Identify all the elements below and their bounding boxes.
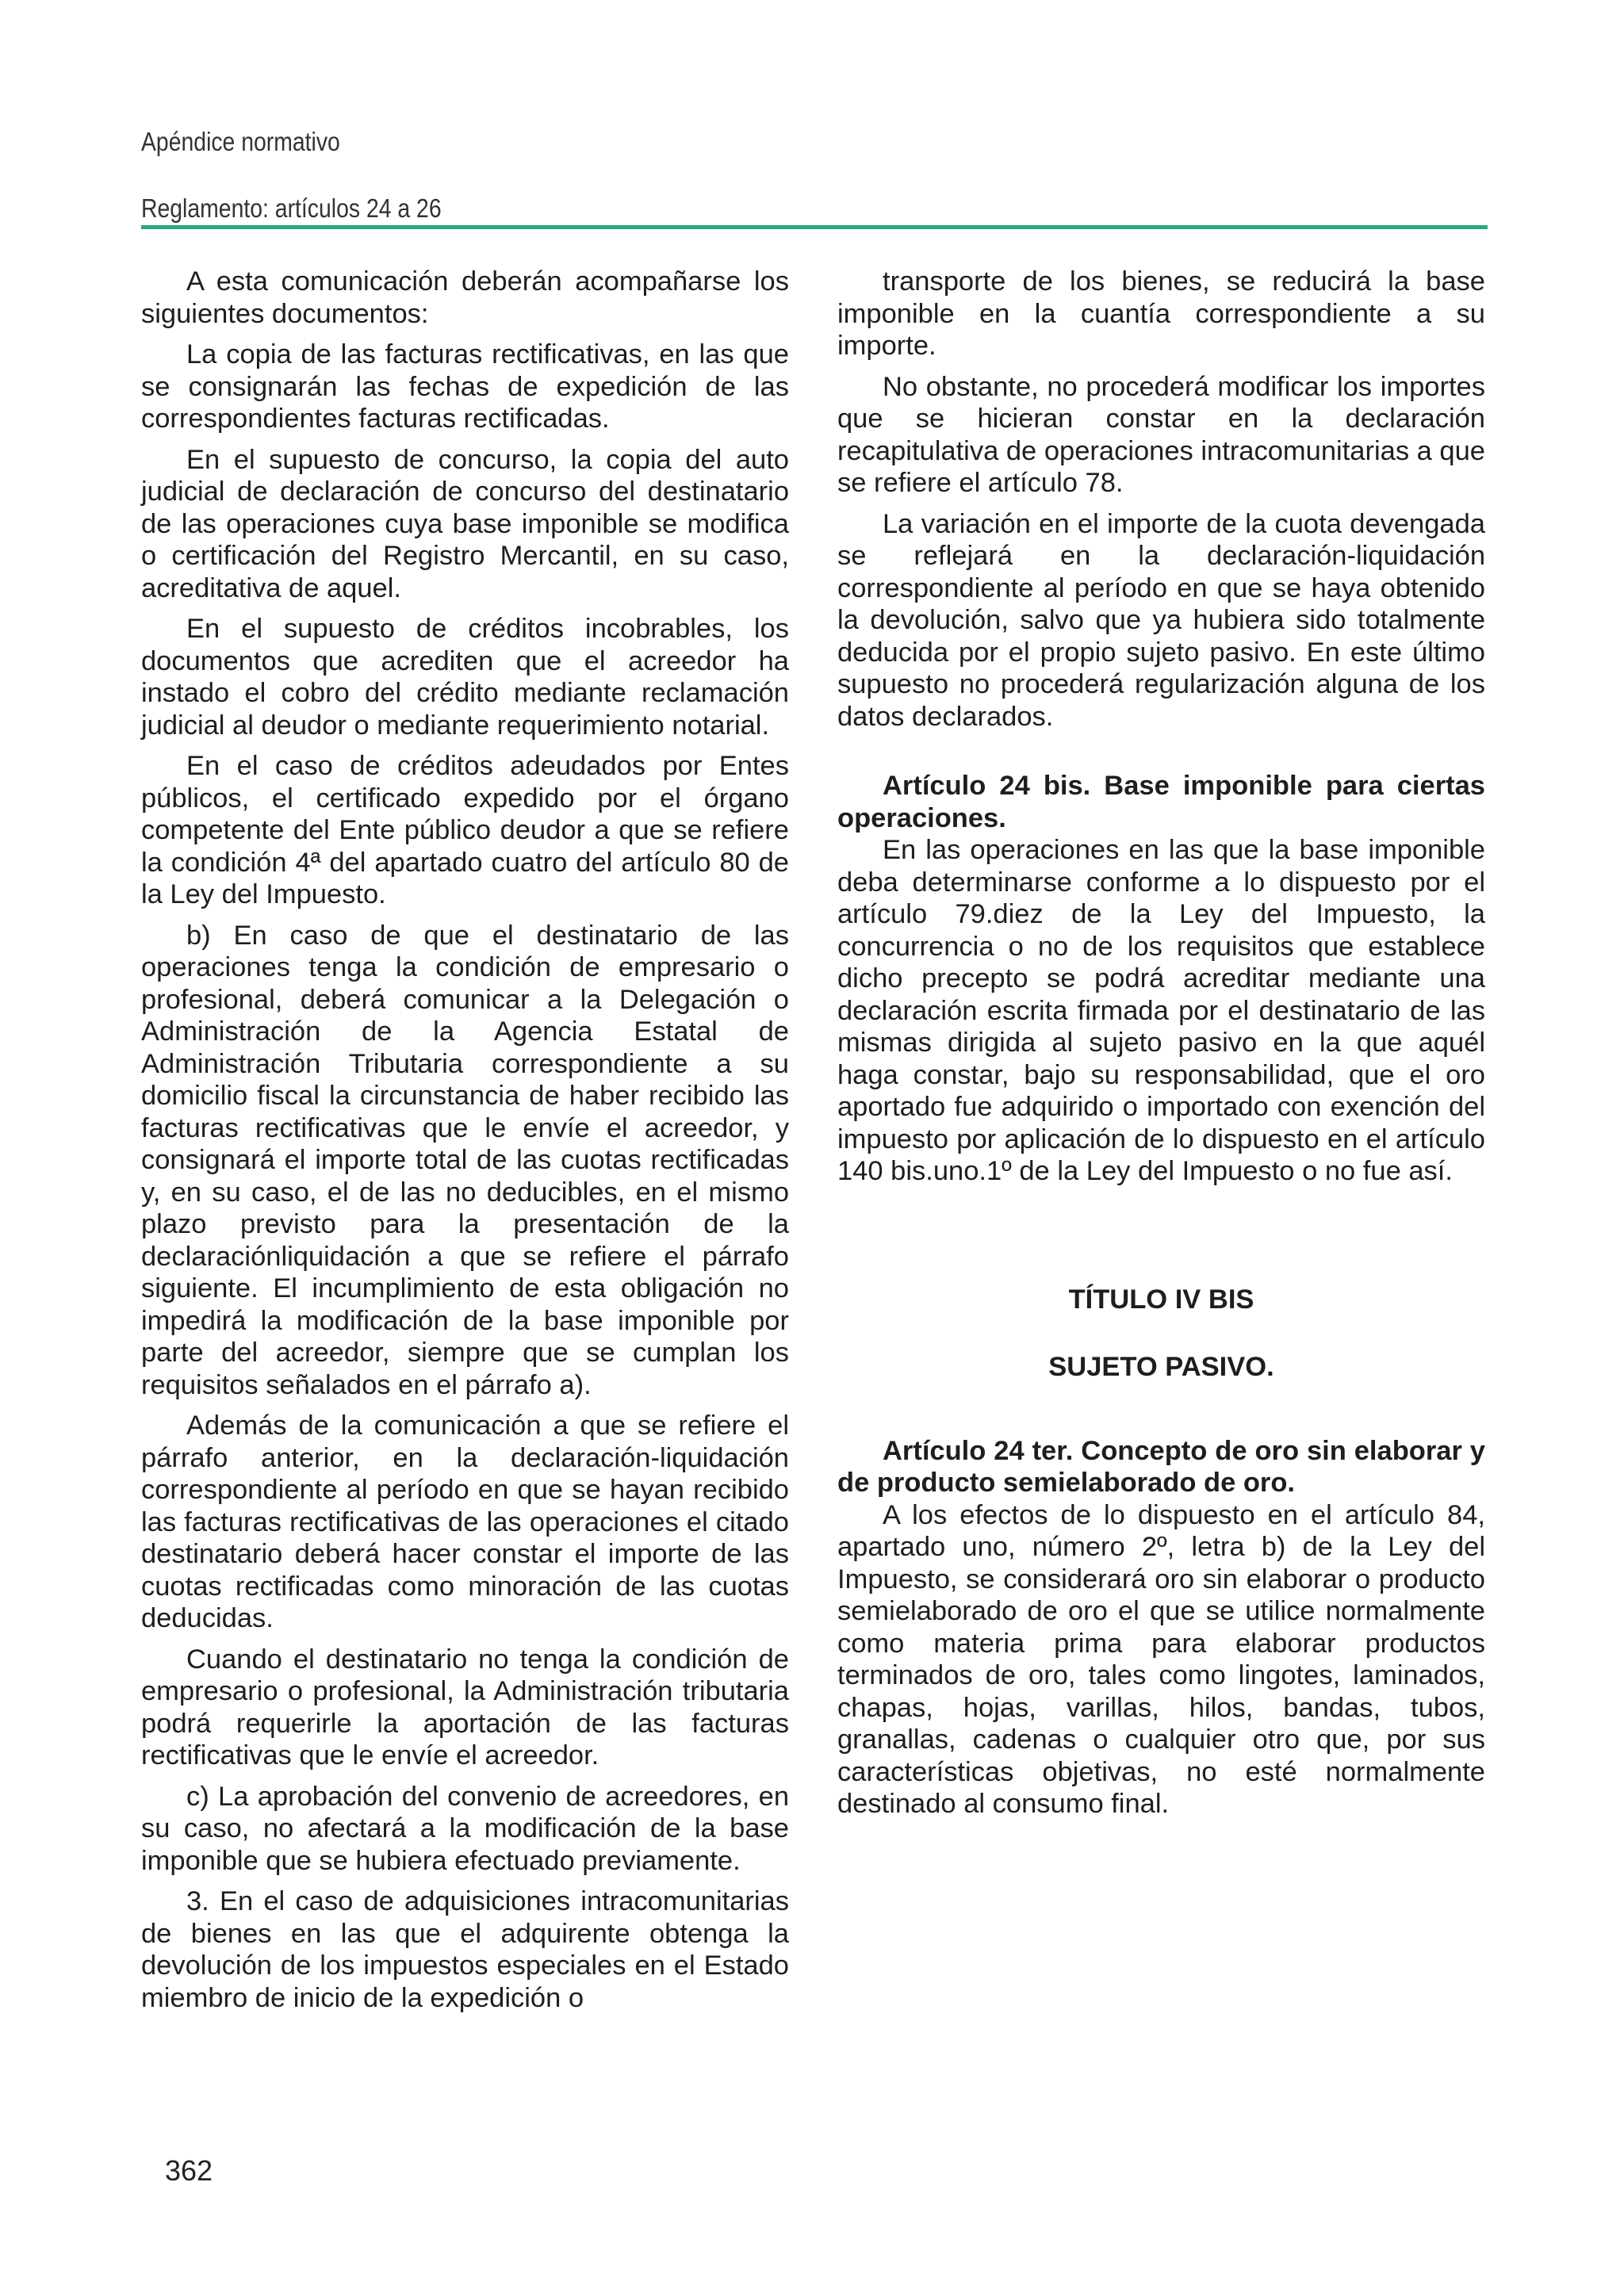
paragraph: En las operaciones en las que la base imponible deba determinarse conforme a lo dispuesto por el artículo 79.diez de la Ley del Impuesto, la concurrencia o no de los requisitos que establece dicho precepto se podrá acreditar mediante una declaración escrita firmada por el destinatario de las mismas dirigida al sujeto pasivo en la que aquél haga constar, bajo su responsabilidad, que el oro aportado fue adquirido o importado con exención del impuesto por aplicación de lo dispuesto en el artículo 140 bis.uno.1º de la Ley del Impuesto o no fue así. — [837, 835, 1485, 1186]
page-number: 362 — [165, 2154, 213, 2187]
left-column — [141, 266, 789, 2023]
paragraph: Cuando el destinatario no tenga la condición de empresario o profesional, la Administración tributaria podrá requerirle la aportación de las facturas rectificativas que le envíe el acreedor. — [141, 1644, 789, 1770]
paragraph: A esta comunicación deberán acompañarse los siguientes documentos: — [141, 266, 789, 329]
paragraph: La copia de las facturas rectificativas, en las que se consignarán las fechas de expedición de las correspondientes facturas rectificadas. — [141, 339, 789, 434]
paragraph: c) La aprobación del convenio de acreedores, en su caso, no afectará a la modificación de la base imponible que se hubiera efectuado previamente. — [141, 1781, 789, 1876]
header-subsection: Reglamento: artículos 24 a 26 — [141, 193, 442, 223]
title-subheading: SUJETO PASIVO. — [1048, 1352, 1274, 1382]
paragraph: transporte de los bienes, se reducirá la base imponible en la cuantía correspondiente a su importe. — [837, 266, 1485, 361]
running-header — [141, 128, 1300, 224]
paragraph: En el caso de créditos adeudados por Entes públicos, el certificado expedido por el órgano competente del Ente público deudor a que se refiere la condición 4ª del apartado cuatro del artículo 80 de la Ley del Impuesto. — [141, 751, 789, 909]
header-rule — [141, 225, 1488, 229]
paragraph: A los efectos de lo dispuesto en el artículo 84, apartado uno, número 2º, letra b) de la Ley del Impuesto, se considerará oro sin elaborar o producto semielaborado de oro el que se utilice normalmente como materia prima para elaborar productos terminados de oro, tales como lingotes, laminados, chapas, hojas, varillas, hilos, bandas, tubos, granallas, cadenas o cualquier otro que, por sus características objetivas, no esté normalmente destinado al consumo final. — [837, 1499, 1485, 1819]
article-24-bis-heading: Artículo 24 bis. Base imponible para ciertas operaciones. — [837, 771, 1485, 833]
right-column — [837, 266, 1485, 1829]
paragraph: Además de la comunicación a que se refiere el párrafo anterior, en la declaración-liquidación correspondiente al período en que se hayan recibido las facturas rectificativas de las operaciones el citado destinatario deberá hacer constar el importe de las cuotas rectificadas como minoración de las cuotas deducidas. — [141, 1411, 789, 1633]
header-section: Apéndice normativo — [141, 127, 340, 156]
paragraph: 3. En el caso de adquisiciones intracomunitarias de bienes en las que el adquirente obtenga la devolución de los impuestos especiales en el Estado miembro de inicio de la expedición o — [141, 1886, 789, 2013]
paragraph: b) En caso de que el destinatario de las operaciones tenga la condición de empresario o profesional, deberá comunicar a la Delegación o Administración de la Agencia Estatal de Administración Tributaria correspondiente a su domicilio fiscal la circunstancia de haber recibido las facturas rectificativas que le envíe el acreedor, y consignará el importe total de las cuotas rectificadas y, en su caso, el de las no deducibles, en el mismo plazo previsto para la presentación de la declaraciónliquidación a que se refiere el párrafo siguiente. El incumplimiento de esta obligación no impedirá la modificación de la base imponible por parte del acreedor, siempre que se cumplan los requisitos señalados en el párrafo a). — [141, 920, 789, 1400]
paragraph: No obstante, no procederá modificar los importes que se hicieran constar en la declaración recapitulativa de operaciones intracomunitarias a que se refiere el artículo 78. — [837, 371, 1485, 498]
paragraph: En el supuesto de créditos incobrables, los documentos que acrediten que el acreedor ha instado el cobro del crédito mediante reclamación judicial al deudor o mediante requerimiento notarial. — [141, 614, 789, 741]
article-24-ter-heading: Artículo 24 ter. Concepto de oro sin elaborar y de producto semielaborado de oro. — [837, 1435, 1485, 1498]
paragraph: En el supuesto de concurso, la copia del auto judicial de declaración de concurso del destinatario de las operaciones cuya base imponible se modifica o certificación del Registro Mercantil, en su caso, acreditativa de aquel. — [141, 444, 789, 603]
title-heading: TÍTULO IV BIS — [1068, 1284, 1254, 1315]
paragraph: La variación en el importe de la cuota devengada se reflejará en la declaración-liquidación correspondiente al período en que se haya obtenido la devolución, salvo que ya hubiera sido totalmente deducida por el propio sujeto pasivo. En este último supuesto no procederá regularización alguna de los datos declarados. — [837, 508, 1485, 732]
